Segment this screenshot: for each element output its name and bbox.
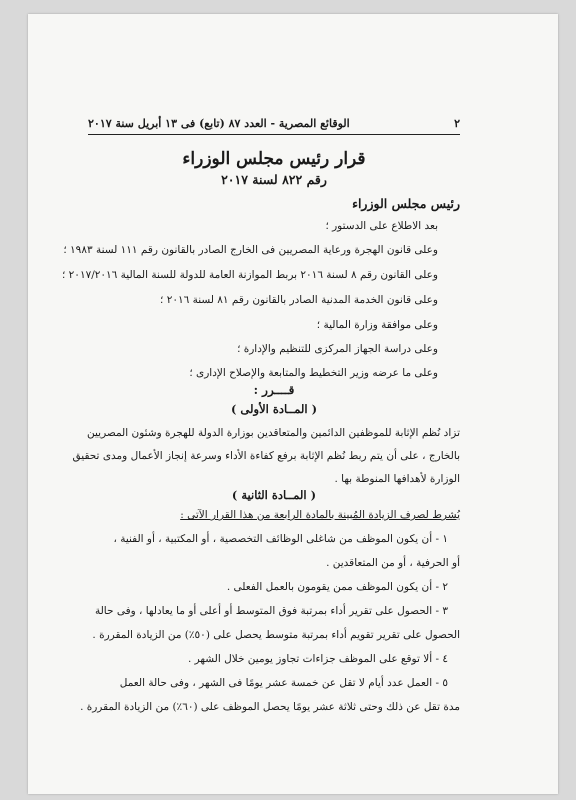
preamble-line: بعد الاطلاع على الدستور ؛ bbox=[325, 220, 438, 232]
article-two-intro: يُشرط لصرف الزيادة المُبينة بالمادة الرابعة من هذا القرار الآتى : bbox=[180, 509, 460, 521]
article-one-line: بالخارج ، على أن يتم ربط نُظم الإثابة برفع كفاءة الأداء وسرعة إنجاز الأعمال ومدى تحقيق bbox=[72, 450, 460, 462]
decree-number: رقم ٨٢٢ لسنة ٢٠١٧ bbox=[221, 172, 327, 187]
article-one-line: الوزارة لأهدافها المنوطة بها . bbox=[334, 473, 460, 485]
issuer-heading: رئيس مجلس الوزراء bbox=[352, 196, 460, 211]
article-two-heading: ( المــادة الثانية ) bbox=[231, 488, 317, 502]
article-one-heading: ( المــادة الأولى ) bbox=[230, 402, 318, 416]
condition-line: ١ - أن يكون الموظف من شاغلى الوظائف التخصصية ، أو المكتبية ، أو الفنية ، bbox=[113, 533, 448, 545]
running-header bbox=[88, 117, 460, 131]
condition-line: مدة تقل عن ذلك وحتى ثلاثة عشر يومًا يحصل الموظف على (٦٠٪) من الزيادة المقررة . bbox=[80, 701, 460, 713]
decree-title: قرار رئيس مجلس الوزراء bbox=[182, 149, 366, 169]
header-rule bbox=[88, 134, 460, 135]
preamble-line: وعلى موافقة وزارة المالية ؛ bbox=[316, 319, 438, 331]
running-title: الوقائع المصرية - العدد ٨٧ (تابع) فى ١٣ أبريل سنة ٢٠١٧ bbox=[88, 117, 350, 130]
decided-heading: قــــرر : bbox=[253, 383, 295, 397]
condition-line: أو الحرفية ، أو من المتعاقدين . bbox=[326, 557, 460, 569]
condition-line: ٥ - العمل عدد أيام لا تقل عن خمسة عشر يومًا فى الشهر ، وفى حالة العمل bbox=[119, 677, 448, 689]
condition-line: ٤ - ألا توقع على الموظف جزاءات تجاوز يومين خلال الشهر . bbox=[187, 653, 448, 665]
preamble-line: وعلى ما عرضه وزير التخطيط والمتابعة والإصلاح الإدارى ؛ bbox=[189, 367, 438, 379]
page-number: ٢ bbox=[454, 117, 460, 130]
condition-line: ٢ - أن يكون الموظف ممن يقومون بالعمل الفعلى . bbox=[226, 581, 448, 593]
preamble-line: وعلى قانون الهجرة ورعاية المصريين فى الخارج الصادر بالقانون رقم ١١١ لسنة ١٩٨٣ ؛ bbox=[63, 244, 438, 256]
condition-line: ٣ - الحصول على تقرير أداء بمرتبة فوق المتوسط أو أعلى أو ما يعادلها ، وفى حالة bbox=[94, 605, 448, 617]
article-one-line: تزاد نُظم الإثابة للموظفين الدائمين والمتعاقدين بوزارة الدولة للهجرة وشئون المصريين bbox=[87, 427, 460, 439]
preamble-line: وعلى القانون رقم ٨ لسنة ٢٠١٦ بربط الموازنة العامة للدولة للسنة المالية ٢٠١٧/٢٠١٦ ؛ bbox=[61, 269, 438, 281]
preamble-line: وعلى قانون الخدمة المدنية الصادر بالقانون رقم ٨١ لسنة ٢٠١٦ ؛ bbox=[160, 294, 438, 306]
preamble-line: وعلى دراسة الجهاز المركزى للتنظيم والإدارة ؛ bbox=[237, 343, 438, 355]
condition-line: الحصول على تقرير تقويم أداء بمرتبة متوسط يحصل على (٥٠٪) من الزيادة المقررة . bbox=[92, 629, 460, 641]
